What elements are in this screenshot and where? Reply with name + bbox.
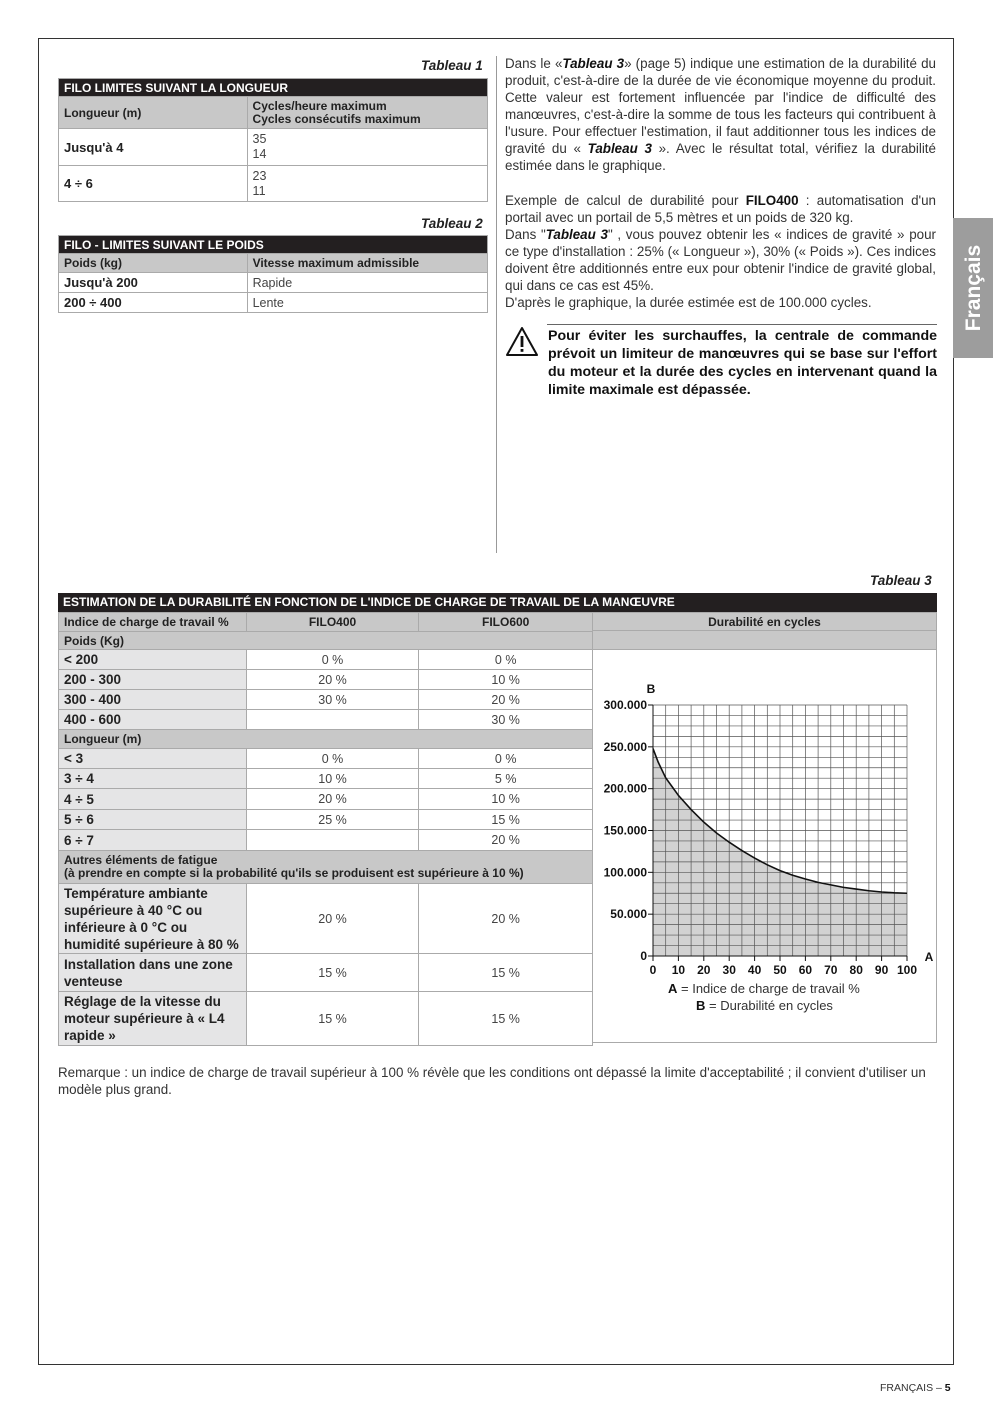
filo400-value: 10 % [246,769,419,789]
filo600-value: 15 % [419,954,593,992]
example-paragraph [505,192,936,226]
language-tab-label: Français [961,244,985,332]
section-longueur: Longueur (m) [59,730,593,749]
table-row [59,749,593,769]
chart-x-tick-label: 90 [874,963,889,977]
table-row [59,293,488,313]
filo400-value: 15 % [246,992,419,1046]
tableau1-row-label: 4 ÷ 6 [59,166,248,202]
row-label-line: Réglage de la vitesse du [64,994,221,1009]
warning-triangle-icon [505,326,539,358]
tableau-reference: Tableau 3 [562,56,625,71]
text-span: " , vous pouvez obtenir les « indices de gravité » pour ce type d'installation : 25% (« Longueur »), 30% (« Poids »). Ces indices doivent être additionnés entre eux pour obtenir l'indice de gravité global, qui dans ce cas est 45%. [505,227,936,293]
tableau2 [58,235,488,313]
chart-y-tick-label: 250.000 [603,739,647,754]
table-row [59,129,488,166]
chart-cell [592,649,937,1043]
chart-x-tick-label: 100 [896,963,918,977]
table-row [59,954,593,992]
row-label-line: inférieure à 0 °C ou [64,919,188,935]
tableau1-col2-line2: Cycles consécutifs maximum [252,111,421,126]
chart-x-tick-label: 20 [697,963,711,977]
tableau3-col-filo400: FILO400 [246,613,419,632]
page-footer [880,1382,951,1394]
intro-paragraph [505,55,936,174]
table-row [59,710,593,730]
chart-x-tick-label: 40 [747,963,762,977]
filo600-value: 5 % [419,769,593,789]
table-row [59,769,593,789]
tableau2-row-label: Jusqu'à 200 [59,273,248,293]
column-divider [496,56,497,553]
filo400-value: 15 % [246,954,419,992]
filo400-value: 30 % [246,690,419,710]
text-span: Dans le « [505,56,563,71]
row-label-line: rapide » [64,1028,116,1043]
filo400-value: 20 % [246,789,419,810]
text-span: Exemple de calcul de durabilité pour [505,193,739,208]
filo600-value: 10 % [419,670,593,690]
tableau3-col-filo600: FILO600 [419,613,593,632]
filo600-value: 20 % [419,830,593,851]
tableau1-value: 23 [252,168,267,183]
tableau2-value: Rapide [247,273,487,293]
text-span: » (page 5) indique une estimation de la durabilité du produit, c'est-à-dire de la durée de vie économique moyenne du produit. Cette valeur est fortement influencée par l'indice de difficulté des manœuvres, c'est-à-dire la somme de tous les facteurs qui contribuent à l'usure. Pour effectuer l'estimation, il faut additionner tous les indices de gravité du « [505,56,936,156]
table-row [59,690,593,710]
remark-text: Remarque : un indice de charge de travail supérieur à 100 % révèle que les conditions ont dépassé la limite d'acceptabilité ; il convient d'utiliser un modèle plus grand. [58,1065,926,1097]
chart-y-tick-label: 200.000 [603,781,647,796]
chart-x-tick-label: 30 [722,963,736,977]
chart-legend-b: B = Durabilité en cycles [696,998,833,1013]
warning-rule [547,324,937,325]
chart-x-tick-label: 80 [849,963,863,977]
table-row [59,789,593,810]
tableau2-title: FILO - LIMITES SUIVANT LE POIDS [59,236,488,254]
chart-legend-a: A = Indice de charge de travail % [668,981,860,996]
chart-xlabel: A [924,950,934,964]
section-autres-title: Autres éléments de fatigue [64,853,218,867]
row-label-line: venteuse [64,973,123,989]
row-label: 5 ÷ 6 [59,810,247,830]
row-label-line: Installation dans une zone [64,956,233,972]
table-row [59,273,488,293]
warning-text: Pour éviter les surchauffes, la centrale de commande prévoit un limiteur de manœuvres qui se base sur l'effort du moteur et la durée des cycles en intervenant quand la limite maximale est dépassée. [548,328,937,398]
indices-paragraph [505,226,936,294]
durability-chart [593,650,936,1042]
chart-x-tick-label: 60 [798,963,813,977]
filo600-value: 0 % [419,650,593,670]
row-label [59,954,247,992]
text-span: : automatisation d'un portail avec un portail de 5,5 mètres et un poids de 320 kg. [505,193,936,225]
tableau-reference: Tableau 3 [545,227,608,242]
table-row [59,650,593,670]
chart-x-tick-label: 0 [649,963,657,977]
table-row [59,670,593,690]
page-number: 5 [944,1382,951,1394]
tableau-reference: Tableau 3 [587,141,652,156]
filo400-value [246,710,419,730]
row-label: 300 - 400 [59,690,247,710]
section-autres-note: (à prendre en compte si la probabilité qu'ils se produisent est supérieure à 10 %) [64,866,524,880]
tableau3-col-durabilite: Durabilité en cycles [592,612,937,631]
tableau1-title: FILO LIMITES SUIVANT LA LONGUEUR [59,79,488,97]
chart-y-tick-label: 100.000 [603,865,647,880]
chart-x-tick-label: 70 [824,963,838,977]
footer-label: FRANÇAIS – [880,1382,942,1394]
tableau2-col1: Poids (kg) [59,254,248,273]
filo600-value: 30 % [419,710,593,730]
section-autres [59,851,593,884]
tableau3-col-indice: Indice de charge de travail % [59,613,247,632]
tableau1-value: 11 [252,183,266,198]
tableau3-caption: Tableau 3 [870,573,932,588]
row-label [59,884,247,954]
row-label-line: supérieure à 40 °C ou [64,902,203,918]
filo600-value: 0 % [419,749,593,769]
tableau3-title: ESTIMATION DE LA DURABILITÉ EN FONCTION DE L'INDICE DE CHARGE DE TRAVAIL DE LA MANŒUVRE [58,593,937,612]
row-label: 4 ÷ 5 [59,789,247,810]
table-row [59,810,593,830]
section-poids: Poids (Kg) [59,632,593,650]
table-row [59,166,488,202]
table-row [59,884,593,954]
filo600-value: 15 % [419,992,593,1046]
product-name: FILO400 [745,193,799,208]
tableau1-col2 [247,97,487,129]
row-label-line: Température ambiante [64,885,208,901]
language-tab [953,218,993,358]
tableau1-col1: Longueur (m) [59,97,248,129]
row-label-line: humidité supérieure à 80 % [64,936,239,952]
tableau1-row-label: Jusqu'à 4 [59,129,248,166]
chart-header-band [592,631,937,649]
chart-y-tick-label: 0 [640,949,647,963]
tableau1-col2-line1: Cycles/heure maximum [252,98,387,113]
tableau1 [58,78,488,202]
filo400-value: 20 % [246,884,419,954]
filo400-value: 25 % [246,810,419,830]
tableau1-value: 14 [252,147,267,161]
filo400-value: 0 % [246,749,419,769]
tableau2-col2: Vitesse maximum admissible [247,254,487,273]
filo600-value: 15 % [419,810,593,830]
chart-x-tick-label: 50 [773,963,787,977]
row-label: 3 ÷ 4 [59,769,247,789]
chart-y-tick-label: 150.000 [603,823,647,838]
estimate-paragraph: D'après le graphique, la durée estimée est de 100.000 cycles. [505,295,872,310]
row-label: 400 - 600 [59,710,247,730]
text-span: ». Avec le résultat total, vérifiez la durabilité estimée dans le graphique. [505,141,936,173]
tableau1-caption: Tableau 1 [421,58,483,73]
table-row [59,830,593,851]
tableau2-row-label: 200 ÷ 400 [59,293,248,313]
chart-x-tick-label: 10 [671,963,686,977]
tableau3-table [58,612,593,1046]
filo600-value: 20 % [419,884,593,954]
filo400-value: 0 % [246,650,419,670]
tableau2-value: Lente [247,293,487,313]
row-label: 6 ÷ 7 [59,830,247,851]
chart-y-tick-label: 300.000 [603,698,647,712]
row-label: < 3 [59,749,247,769]
filo600-value: 10 % [419,789,593,810]
tableau2-caption: Tableau 2 [421,216,483,231]
chart-y-tick-label: 50.000 [610,907,647,922]
filo400-value [246,830,419,851]
row-label: < 200 [59,650,247,670]
row-label [59,992,247,1046]
tableau1-value: 35 [252,132,267,146]
filo600-value: 20 % [419,690,593,710]
row-label: 200 - 300 [59,670,247,690]
table-row [59,992,593,1046]
row-label-line: moteur supérieure à « L4 [64,1011,225,1026]
text-span: Dans " [505,227,546,242]
filo400-value: 20 % [246,670,419,690]
chart-ylabel: B [646,682,656,696]
